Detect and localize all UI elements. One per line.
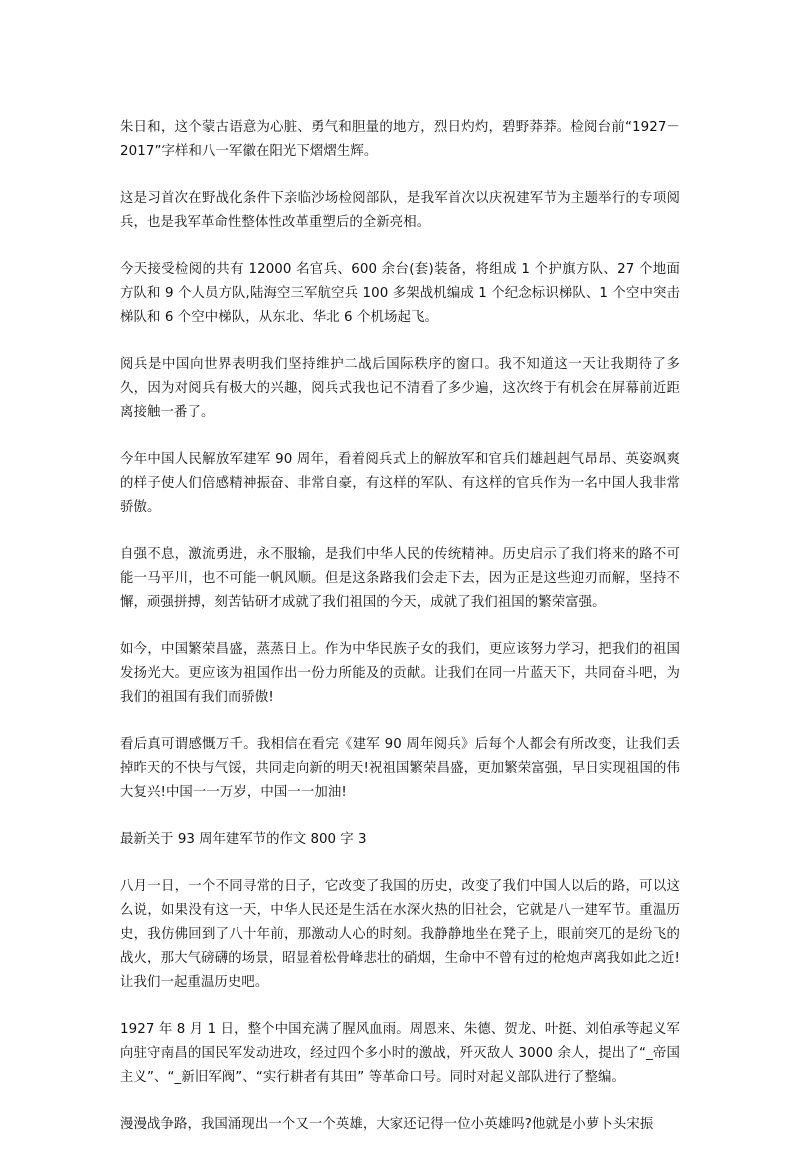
document-body: [120, 116, 680, 1160]
paragraph-4: 阅兵是中国向世界表明我们坚持维护二战后国际秩序的窗口。我不知道这一天让我期待了多久，因为对阅兵有极大的兴趣，阅兵式我也记不清看了多少遍，这次终于有机会在屏幕前近距离接触一番了。: [120, 357, 680, 420]
paragraph-8: 看后真可谓感慨万千。我相信在看完《建军 90 周年阅兵》后每个人都会有所改变，让我们丢掉昨天的不快与气馁，共同走向新的明天!祝祖国繁荣昌盛，更加繁荣富强，早日实现祖国的伟大复兴!中国一一万岁，中国一一加油!: [120, 737, 680, 800]
paragraph-3: 今天接受检阅的共有 12000 名官兵、600 余台(套)装备，将组成 1 个护旗方队、27 个地面方队和 9 个人员方队,陆海空三军航空兵 100 多架战机编成 1 个纪念标识梯队、1 个空中突击梯队和 6 个空中梯队，从东北、华北 6 个机场起飞。: [120, 262, 680, 325]
paragraph-2: 这是习首次在野战化条件下亲临沙场检阅部队，是我军首次以庆祝建军节为主题举行的专项阅兵，也是我军革命性整体性改革重塑后的全新亮相。: [120, 191, 680, 230]
paragraph-6: 自强不息，激流勇进，永不服输，是我们中华人民的传统精神。历史启示了我们将来的路不可能一马平川，也不可能一帆风顺。但是这条路我们会走下去，因为正是这些迎刃而解，坚持不懈，顽强拼搏，刻苦钻研才成就了我们祖国的今天，成就了我们祖国的繁荣富强。: [120, 547, 680, 610]
paragraph-5: 今年中国人民解放军建军 90 周年，看着阅兵式上的解放军和官兵们雄赳赳气昂昂、英姿飒爽的样子使人们倍感精神振奋、非常自豪，有这样的军队、有这样的官兵作为一名中国人我非常骄傲。: [120, 452, 680, 515]
paragraph-7: 如今，中国繁荣昌盛，蒸蒸日上。作为中华民族子女的我们，更应该努力学习，把我们的祖国发扬光大。更应该为祖国作出一份力所能及的贡献。让我们在同一片蓝天下，共同奋斗吧，为我们的祖国有我们而骄傲!: [120, 642, 680, 705]
paragraph-1: 朱日和，这个蒙古语意为心脏、勇气和胆量的地方，烈日灼灼，碧野莽莽。检阅台前“1927－2017”字样和八一军徽在阳光下熠熠生辉。: [120, 120, 680, 159]
section-heading: 最新关于 93 周年建军节的作文 800 字 3: [120, 832, 367, 847]
paragraph-11: 漫漫战争路，我国涌现出一个又一个英雄，大家还记得一位小英雄吗?他就是小萝卜头宋振: [120, 1117, 654, 1132]
paragraph-10: 1927 年 8 月 1 日，整个中国充满了腥风血雨。周恩来、朱德、贺龙、叶挺、刘伯承等起义军向驻守南昌的国民军发动进攻，经过四个多小时的激战，歼灭敌人 3000 余人，提出了“_帝国主义”、“_新旧军阀”、“实行耕者有其田” 等革命口号。同时对起义部队进行了整编。: [120, 1022, 680, 1085]
paragraph-9: 八月一日，一个不同寻常的日子，它改变了我国的历史，改变了我们中国人以后的路，可以这么说，如果没有这一天，中华人民还是生活在水深火热的旧社会，它就是八一建军节。重温历史，我仿佛回到了八十年前，那激动人心的时刻。我静静地坐在凳子上，眼前突兀的是纷飞的战火，那大气磅礴的场景，昭显着松骨峰悲壮的硝烟，生命中不曾有过的枪炮声离我如此之近!让我们一起重温历史吧。: [120, 879, 680, 990]
